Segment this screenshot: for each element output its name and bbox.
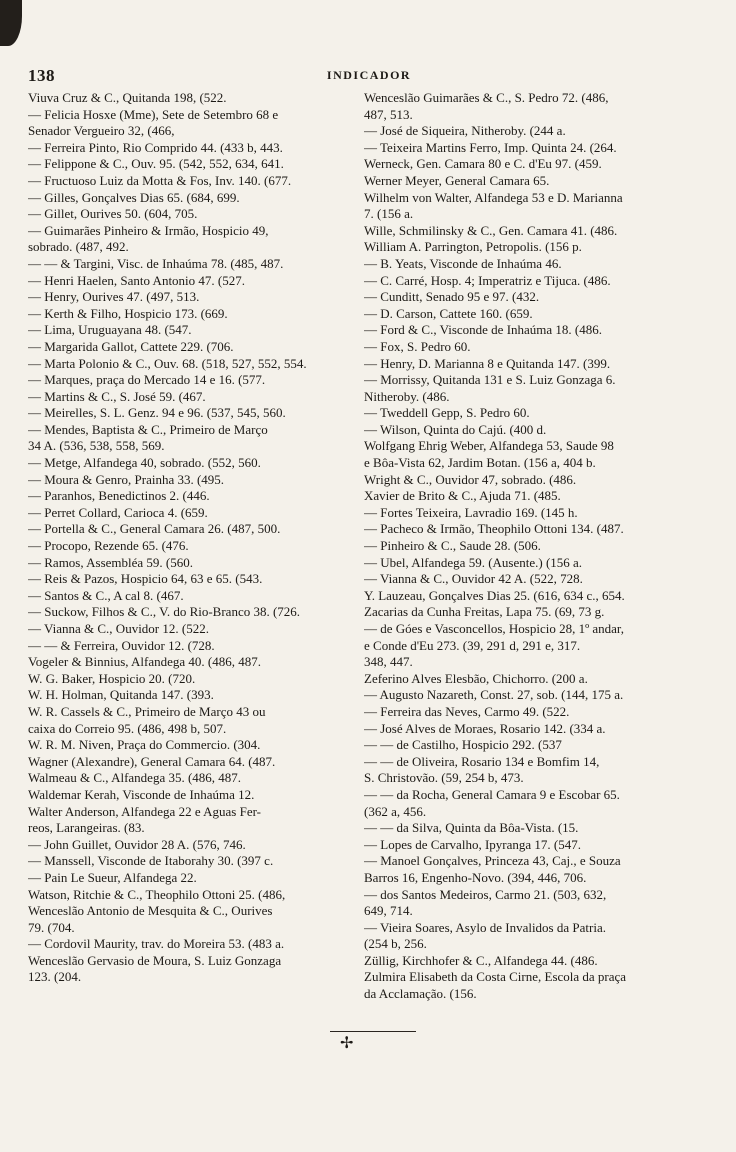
directory-entry: — Meirelles, S. L. Genz. 94 e 96. (537, 545, 560. xyxy=(28,405,286,421)
directory-entry: Walmeau & C., Alfandega 35. (486, 487. xyxy=(28,770,242,786)
directory-entry: — Wilson, Quinta do Cajú. (400 d. xyxy=(364,421,547,437)
directory-entry: — Felippone & C., Ouv. 95. (542, 552, 634, 641. xyxy=(28,156,284,172)
directory-entry: da Acclamação. (156. xyxy=(364,986,477,1002)
directory-entry: e Bôa-Vista 62, Jardim Botan. (156 a, 404 b. xyxy=(364,455,596,471)
directory-entry: sobrado. (487, 492. xyxy=(28,239,129,255)
directory-entry: Senador Vergueiro 32, (466, xyxy=(28,123,175,139)
directory-entry: — Teixeira Martins Ferro, Imp. Quinta 24. (264. xyxy=(364,139,617,155)
directory-entry: — José de Siqueira, Nitheroby. (244 a. xyxy=(364,123,566,139)
directory-entry: S. Christovão. (59, 254 b, 473. xyxy=(364,770,524,786)
directory-entry: — Gillet, Ourives 50. (604, 705. xyxy=(28,206,198,222)
directory-entry: — — de Castilho, Hospicio 292. (537 xyxy=(364,737,562,753)
directory-entry: — Ubel, Alfandega 59. (Ausente.) (156 a. xyxy=(364,554,583,570)
directory-entry: — Fortes Teixeira, Lavradio 169. (145 h. xyxy=(364,504,578,520)
directory-entry: Wenceslão Antonio de Mesquita & C., Ourives xyxy=(28,903,273,919)
directory-entry: Werneck, Gen. Camara 80 e C. d'Eu 97. (459. xyxy=(364,156,602,172)
directory-entry: — Ferreira das Neves, Carmo 49. (522. xyxy=(364,703,570,719)
directory-entry: 79. (704. xyxy=(28,919,75,935)
directory-entry: — Vianna & C., Ouvidor 42 A. (522, 728. xyxy=(364,571,583,587)
right-column xyxy=(364,90,716,1003)
directory-entry: — Cunditt, Senado 95 e 97. (432. xyxy=(364,289,540,305)
directory-entry: — Ferreira Pinto, Rio Comprido 44. (433 b, 443. xyxy=(28,139,283,155)
directory-entry: — Marques, praça do Mercado 14 e 16. (577. xyxy=(28,372,266,388)
directory-entry: 487, 513. xyxy=(364,106,413,122)
directory-entry: Wilhelm von Walter, Alfandega 53 e D. Marianna xyxy=(364,189,623,205)
directory-entry: — Pain Le Sueur, Alfandega 22. xyxy=(28,869,197,885)
directory-entry: W. G. Baker, Hospicio 20. (720. xyxy=(28,670,196,686)
directory-entry: — Gilles, Gonçalves Dias 65. (684, 699. xyxy=(28,189,240,205)
directory-entry: caixa do Correio 95. (486, 498 b, 507. xyxy=(28,720,227,736)
page-header xyxy=(28,66,710,88)
directory-entry: — Fox, S. Pedro 60. xyxy=(364,338,471,354)
left-column xyxy=(28,90,368,986)
directory-entry: — Ford & C., Visconde de Inhaúma 18. (486. xyxy=(364,322,603,338)
directory-entry: — dos Santos Medeiros, Carmo 21. (503, 632, xyxy=(364,886,607,902)
directory-entry: — Henry, Ourives 47. (497, 513. xyxy=(28,289,200,305)
directory-entry: — de Góes e Vasconcellos, Hospicio 28, 1º andar, xyxy=(364,621,624,636)
footer-rule xyxy=(330,1031,416,1032)
directory-entry: — Henri Haelen, Santo Antonio 47. (527. xyxy=(28,272,245,288)
directory-entry: — Lima, Uruguayana 48. (547. xyxy=(28,322,192,338)
directory-entry: e Conde d'Eu 273. (39, 291 d, 291 e, 317. xyxy=(364,637,581,653)
directory-entry: W. H. Holman, Quitanda 147. (393. xyxy=(28,687,214,703)
directory-entry: — Kerth & Filho, Hospicio 173. (669. xyxy=(28,305,228,321)
directory-entry: — Pinheiro & C., Saude 28. (506. xyxy=(364,538,541,554)
directory-entry: — Manoel Gonçalves, Princeza 43, Caj., e Souza xyxy=(364,853,621,869)
directory-entry: Zeferino Alves Elesbão, Chichorro. (200 a. xyxy=(364,670,588,686)
directory-entry: Zulmira Elisabeth da Costa Cirne, Escola da praça xyxy=(364,969,627,985)
directory-entry: Walter Anderson, Alfandega 22 e Aguas Fer- xyxy=(28,803,261,819)
directory-entry: — Santos & C., A cal 8. (467. xyxy=(28,587,184,603)
directory-entry: 7. (156 a. xyxy=(364,206,414,222)
directory-entry: — Metge, Alfandega 40, sobrado. (552, 560. xyxy=(28,455,261,471)
directory-entry: — Morrissy, Quitanda 131 e S. Luiz Gonzaga 6. xyxy=(364,372,616,388)
directory-entry: — Felicia Hosxe (Mme), Sete de Setembro 68 e xyxy=(28,106,279,122)
ink-blot xyxy=(0,0,22,46)
directory-entry: Wolfgang Ehrig Weber, Alfandega 53, Saude 98 xyxy=(364,438,614,454)
directory-entry: — Paranhos, Benedictinos 2. (446. xyxy=(28,488,210,504)
directory-entry: — — & Ferreira, Ouvidor 12. (728. xyxy=(28,637,215,653)
directory-entry: — José Alves de Moraes, Rosario 142. (334 a. xyxy=(364,720,606,736)
directory-entry: (362 a, 456. xyxy=(364,803,427,819)
directory-entry: Vogeler & Binnius, Alfandega 40. (486, 487. xyxy=(28,654,262,670)
directory-entry: Wenceslão Gervasio de Moura, S. Luiz Gonzaga xyxy=(28,952,282,968)
directory-entry: — Lopes de Carvalho, Ipyranga 17. (547. xyxy=(364,836,581,852)
directory-entry: — Vieira Soares, Asylo de Invalidos da Patria. xyxy=(364,919,606,935)
directory-entry: — Portella & C., General Camara 26. (487, 500. xyxy=(28,521,281,537)
directory-entry: reos, Larangeiras. (83. xyxy=(28,820,145,836)
directory-entry: — Guimarães Pinheiro & Irmão, Hospicio 49, xyxy=(28,222,269,238)
directory-entry: 348, 447. xyxy=(364,654,413,670)
directory-entry: — — da Rocha, General Camara 9 e Escobar 65. xyxy=(364,786,620,802)
directory-entry: Barros 16, Engenho-Novo. (394, 446, 706. xyxy=(364,869,587,885)
directory-entry: — Marta Polonio & C., Ouv. 68. (518, 527, 552, 554. xyxy=(28,355,307,371)
directory-entry: — C. Carré, Hosp. 4; Imperatriz e Tijuca. (486. xyxy=(364,272,611,288)
directory-entry: — Margarida Gallot, Cattete 229. (706. xyxy=(28,338,234,354)
directory-entry: 123. (204. xyxy=(28,969,82,985)
directory-entry: Watson, Ritchie & C., Theophilo Ottoni 25. (486, xyxy=(28,886,286,902)
directory-entry: Werner Meyer, General Camara 65. xyxy=(364,172,550,188)
directory-entry: — Martins & C., S. José 59. (467. xyxy=(28,388,206,404)
directory-entry: — Perret Collard, Carioca 4. (659. xyxy=(28,504,208,520)
directory-entry: — Pacheco & Irmão, Theophilo Ottoni 134. (487. xyxy=(364,521,624,537)
directory-entry: — B. Yeats, Visconde de Inhaúma 46. xyxy=(364,255,562,271)
directory-entry: — John Guillet, Ouvidor 28 A. (576, 746. xyxy=(28,836,246,852)
directory-entry: 649, 714. xyxy=(364,903,413,919)
directory-entry: — — da Silva, Quinta da Bôa-Vista. (15. xyxy=(364,820,579,836)
footer-ornament: ✢ xyxy=(340,1035,354,1052)
directory-entry: — Ramos, Assembléa 59. (560. xyxy=(28,554,194,570)
directory-entry: — Procopo, Rezende 65. (476. xyxy=(28,538,189,554)
directory-entry: — Tweddell Gepp, S. Pedro 60. xyxy=(364,405,530,421)
directory-entry: — Suckow, Filhos & C., V. do Rio-Branco 38. (726. xyxy=(28,604,301,620)
directory-entry: Y. Lauzeau, Gonçalves Dias 25. (616, 634 c., 654. xyxy=(364,587,625,603)
directory-entry: William A. Parrington, Petropolis. (156 p. xyxy=(364,239,582,255)
directory-entry: — Henry, D. Marianna 8 e Quitanda 147. (399. xyxy=(364,355,611,371)
directory-entry: Züllig, Kirchhofer & C., Alfandega 44. (486. xyxy=(364,952,598,968)
directory-entry: — Cordovil Maurity, trav. do Moreira 53. (483 a. xyxy=(28,936,285,952)
directory-entry: Wenceslão Guimarães & C., S. Pedro 72. (486, xyxy=(364,90,609,105)
directory-entry: Zacarias da Cunha Freitas, Lapa 75. (69, 73 g. xyxy=(364,604,605,620)
directory-entry: W. R. Cassels & C., Primeiro de Março 43 ou xyxy=(28,703,266,719)
directory-entry: — Augusto Nazareth, Const. 27, sob. (144, 175 a. xyxy=(364,687,624,703)
directory-entry: Xavier de Brito & C., Ajuda 71. (485. xyxy=(364,488,561,504)
directory-entry: Wagner (Alexandre), General Camara 64. (487. xyxy=(28,753,276,769)
directory-entry: — Reis & Pazos, Hospicio 64, 63 e 65. (543. xyxy=(28,571,263,587)
directory-entry: Nitheroby. (486. xyxy=(364,388,450,404)
directory-entry: — Mendes, Baptista & C., Primeiro de Março xyxy=(28,421,268,437)
running-title: INDICADOR xyxy=(326,68,412,82)
directory-entry: — — de Oliveira, Rosario 134 e Bomfim 14, xyxy=(364,753,600,769)
directory-entry: 34 A. (536, 538, 558, 569. xyxy=(28,438,165,454)
directory-entry: Viuva Cruz & C., Quitanda 198, (522. xyxy=(28,90,227,105)
page-number: 138 xyxy=(28,66,55,85)
directory-entry: Waldemar Kerah, Visconde de Inhaúma 12. xyxy=(28,786,255,802)
directory-entry: W. R. M. Niven, Praça do Commercio. (304. xyxy=(28,737,261,753)
directory-entry: Wright & C., Ouvidor 47, sobrado. (486. xyxy=(364,471,577,487)
directory-entry: — Fructuoso Luiz da Motta & Fos, Inv. 140. (677. xyxy=(28,172,292,188)
directory-entry: — — & Targini, Visc. de Inhaúma 78. (485, 487. xyxy=(28,255,284,271)
directory-entry: Wille, Schmilinsky & C., Gen. Camara 41. (486. xyxy=(364,222,618,238)
directory-entry: — Manssell, Visconde de Itaborahy 30. (397 c. xyxy=(28,853,274,869)
directory-entry: (254 b, 256. xyxy=(364,936,427,952)
directory-entry: — Vianna & C., Ouvidor 12. (522. xyxy=(28,621,209,636)
directory-entry: — Moura & Genro, Prainha 33. (495. xyxy=(28,471,225,487)
directory-entry: — D. Carson, Cattete 160. (659. xyxy=(364,305,533,321)
